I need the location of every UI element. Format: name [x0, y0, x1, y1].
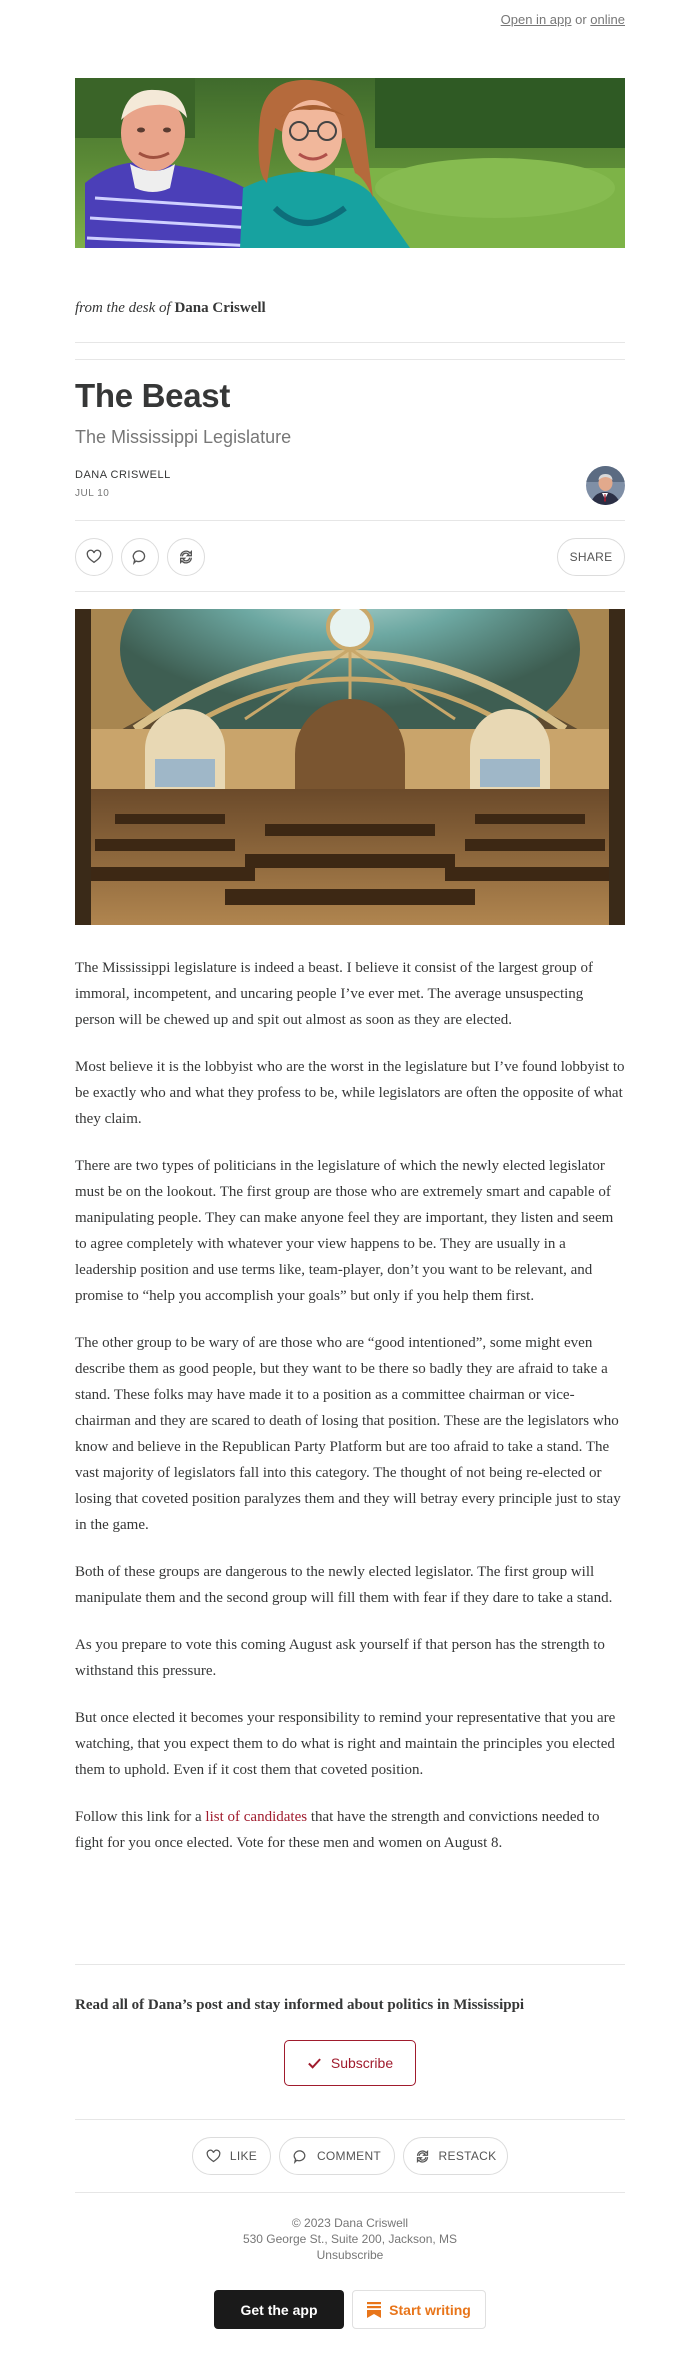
subscribe-prompt: Read all of Dana’s post and stay informed about politics in Mississippi	[75, 1997, 525, 2013]
address: 530 George St., Suite 200, Jackson, MS	[242, 2232, 458, 2246]
heart-icon	[86, 549, 102, 565]
paragraph	[75, 1804, 625, 1856]
header-photo[interactable]	[75, 78, 625, 248]
from-desk-label: from the desk of	[75, 300, 171, 316]
post-title[interactable]: The Beast	[75, 377, 231, 414]
divider	[75, 342, 625, 343]
paragraph: The Mississippi legislature is indeed a beast. I believe it consist of the largest group of immoral, incompetent, and uncaring people I’ve ever met. The average unsuspecting person will be chewed up and spit out almost as soon as they are elected.	[75, 960, 593, 1028]
post-subtitle: The Mississippi Legislature	[75, 427, 292, 447]
online-link[interactable]: online	[590, 12, 625, 27]
topbar-or: or	[575, 12, 587, 27]
like-button[interactable]	[75, 538, 113, 576]
paragraph: But once elected it becomes your responsibility to remind your representative that you are watching, that you expect them to do what is right and maintain the principles you elected them to uphold. Even if it cost them that coveted position.	[75, 1710, 616, 1778]
heart-icon	[206, 2149, 221, 2164]
restack-button[interactable]	[167, 538, 205, 576]
start-writing-label: Start writing	[389, 2301, 471, 2318]
paragraph: Most believe it is the lobbyist who are the worst in the legislature but I’ve found lobbyist to be exactly who and what they profess to be, while legislators are often the opposite of what they claim.	[75, 1059, 625, 1127]
comment-pill-button[interactable]	[279, 2137, 395, 2175]
restack-icon	[178, 549, 194, 565]
checkmark-icon	[307, 2056, 322, 2071]
like-pill-button[interactable]	[192, 2137, 271, 2175]
comment-icon	[132, 549, 148, 565]
comment-icon	[293, 2149, 308, 2164]
unsubscribe-link[interactable]: Unsubscribe	[316, 2248, 384, 2262]
from-desk-line	[75, 300, 625, 317]
comment-label: COMMENT	[316, 2149, 382, 2163]
restack-icon	[415, 2149, 430, 2164]
subscribe-button[interactable]	[284, 2040, 416, 2086]
paragraph: The other group to be wary of are those who are “good intentioned”, some might even describe them as good people, but they want to be there so badly they are afraid to take a stand. These folks may have made it to a position as a committee chairman or vice-chairman and they are scared to death of losing that position. These are the legislators who know and believe in the Republican Party Platform but are too afraid to take a stand. The vast majority of legislators fall into this category. The thought of not being re-elected or losing that coveted position paralyzes them and they will betray every principle just to stay in the game.	[75, 1335, 621, 1533]
chamber-photo[interactable]	[75, 609, 625, 925]
author-avatar[interactable]	[586, 466, 625, 505]
start-writing-button[interactable]	[352, 2290, 486, 2329]
restack-label: RESTACK	[438, 2149, 497, 2163]
post-date: JUL 10	[75, 488, 110, 499]
candidates-link[interactable]: list of candidates	[205, 1809, 308, 1825]
divider	[75, 2119, 625, 2120]
post-body	[75, 955, 625, 1877]
comment-button[interactable]	[121, 538, 159, 576]
get-app-button[interactable]: Get the app	[214, 2290, 344, 2329]
divider	[75, 359, 625, 360]
divider	[75, 1964, 625, 1965]
substack-logo-icon	[367, 2302, 381, 2318]
footer	[0, 2215, 700, 2263]
open-in-app-link[interactable]: Open in app	[500, 12, 572, 27]
paragraph-text: Follow this link for a	[75, 1809, 206, 1825]
restack-pill-button[interactable]	[403, 2137, 508, 2175]
topbar	[501, 12, 625, 27]
paragraph: As you prepare to vote this coming August ask yourself if that person has the strength to withstand this pressure.	[75, 1637, 605, 1679]
divider	[75, 520, 625, 521]
share-button[interactable]: SHARE	[557, 538, 625, 576]
divider	[75, 2192, 625, 2193]
copyright: © 2023 Dana Criswell	[291, 2216, 409, 2230]
paragraph: There are two types of politicians in the legislature of which the newly elected legislator must be on the lookout. The first group are those who are extremely smart and capable of manipulating people. They can make anyone feel they are important, they listen and seem to agree completely with whatever your view happens to be. They are usually in a leadership position and use terms like, team-player, don’t you want to be relevant, and promise to “help you accomplish your goals” but only if you help them first.	[75, 1158, 614, 1304]
paragraph: Both of these groups are dangerous to the newly elected legislator. The first group will manipulate them and the second group will fill them with fear if they dare to take a stand.	[75, 1564, 613, 1606]
like-label: LIKE	[229, 2149, 258, 2163]
paragraph-text: that have the strength and convictions needed to fight for you once elected. Vote for these men and women on August 8.	[75, 1809, 600, 1851]
subscribe-label: Subscribe	[330, 2055, 394, 2071]
divider	[75, 591, 625, 592]
publication-name[interactable]: Dana Criswell	[174, 300, 266, 316]
post-author[interactable]: DANA CRISWELL	[75, 469, 171, 481]
